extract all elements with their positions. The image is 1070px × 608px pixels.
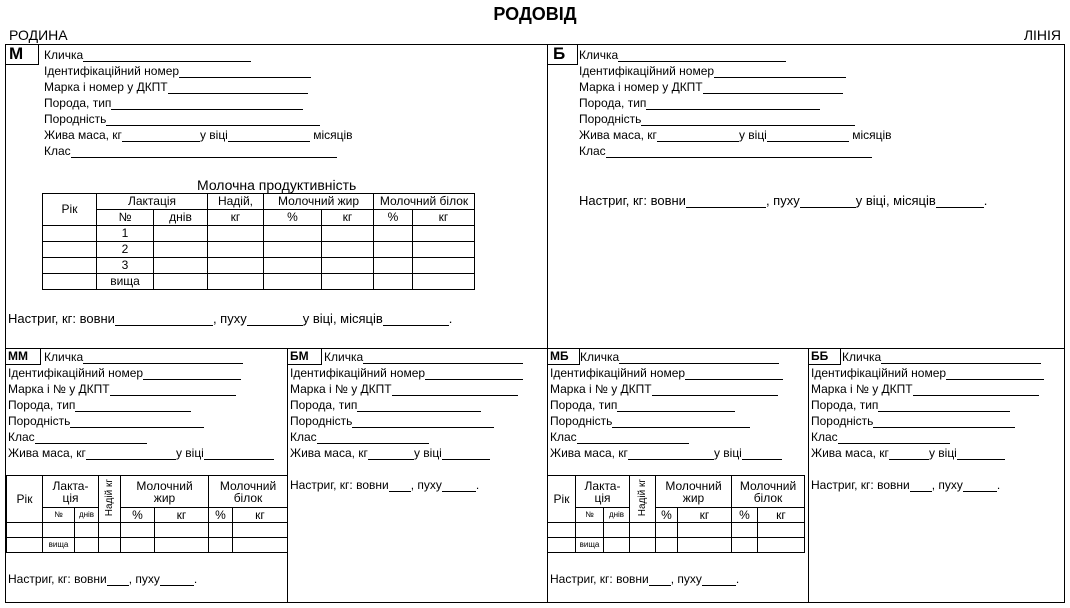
mm-shear-field[interactable]: Настриг, кг: вовни , пуху . bbox=[8, 572, 198, 586]
m-th-fat: Молочний жир bbox=[264, 194, 374, 210]
mb-mass-field[interactable]: Жива маса, кг у віці bbox=[550, 446, 782, 460]
table-row bbox=[7, 523, 288, 538]
family-label: РОДИНА bbox=[9, 27, 68, 43]
m-id-field[interactable]: Ідентифікаційний номер bbox=[44, 64, 311, 78]
bm-name-field[interactable]: Кличка bbox=[324, 350, 523, 364]
mm-milk-table: Рік Лакта- ція Надій кг Молочний жир Молочний білок № днів % кг % кг вища bbox=[6, 475, 288, 553]
section-label-bb: ББ bbox=[811, 349, 829, 363]
table-row: вища bbox=[7, 538, 288, 553]
b-mass-field[interactable]: Жива маса, кг у віці місяців bbox=[579, 128, 892, 142]
mb-class-field[interactable]: Клас bbox=[550, 430, 689, 444]
divider-right-small bbox=[808, 348, 809, 602]
b-class-field[interactable]: Клас bbox=[579, 144, 872, 158]
m-th-yield: Надій, bbox=[208, 194, 264, 210]
bm-breed-field[interactable]: Порода, тип bbox=[290, 398, 481, 412]
m-purity-field[interactable]: Породність bbox=[44, 112, 320, 126]
m-mark-field[interactable]: Марка і номер у ДКПТ bbox=[44, 80, 308, 94]
table-row bbox=[548, 523, 805, 538]
b-purity-field[interactable]: Породність bbox=[579, 112, 855, 126]
m-milk-table bbox=[42, 193, 475, 290]
mm-class-field[interactable]: Клас bbox=[8, 430, 147, 444]
table-row: 1 bbox=[43, 226, 475, 242]
section-label-b: Б bbox=[553, 44, 566, 63]
line-label: ЛІНІЯ bbox=[1023, 27, 1061, 43]
mb-breed-field[interactable]: Порода, тип bbox=[550, 398, 735, 412]
bm-mass-field[interactable]: Жива маса, кг у віці bbox=[290, 446, 490, 460]
mb-milk-table: Рік Лакта- ція Надій кг Молочний жир Молочний білок № днів % кг % кг вища bbox=[547, 475, 805, 553]
bb-purity-field[interactable]: Породність bbox=[811, 414, 1015, 428]
m-th-fat-kg: кг bbox=[322, 210, 374, 226]
m-breed-field[interactable]: Порода, тип bbox=[44, 96, 303, 110]
mb-purity-field[interactable]: Породність bbox=[550, 414, 750, 428]
section-label-m: М bbox=[9, 44, 24, 63]
bb-id-field[interactable]: Ідентифікаційний номер bbox=[811, 366, 1044, 380]
bm-purity-field[interactable]: Породність bbox=[290, 414, 494, 428]
m-mass-field[interactable]: Жива маса, кг у віці місяців bbox=[44, 128, 353, 142]
mm-breed-field[interactable]: Порода, тип bbox=[8, 398, 191, 412]
table-row: 2 bbox=[43, 242, 475, 258]
mm-id-field[interactable]: Ідентифікаційний номер bbox=[8, 366, 241, 380]
m-milk-heading: Молочна продуктивність bbox=[197, 177, 357, 193]
bb-class-field[interactable]: Клас bbox=[811, 430, 950, 444]
table-row: вища bbox=[548, 538, 805, 553]
bb-shear-field[interactable]: Настриг, кг: вовни , пуху . bbox=[811, 478, 1001, 492]
b-breed-field[interactable]: Порода, тип bbox=[579, 96, 820, 110]
bm-mark-field[interactable]: Марка і № у ДКПТ bbox=[290, 382, 518, 396]
mb-shear-field[interactable]: Настриг, кг: вовни , пуху . bbox=[550, 572, 740, 586]
bb-mass-field[interactable]: Жива маса, кг у віці bbox=[811, 446, 1005, 460]
page-title: РОДОВІД bbox=[493, 4, 577, 24]
bm-shear-field[interactable]: Настриг, кг: вовни , пуху . bbox=[290, 478, 480, 492]
bm-class-field[interactable]: Клас bbox=[290, 430, 429, 444]
section-label-mb: МБ bbox=[550, 349, 569, 363]
m-th-year: Рік bbox=[43, 194, 97, 226]
mb-name-field[interactable]: Кличка bbox=[580, 350, 779, 364]
table-row: 3 bbox=[43, 258, 475, 274]
mm-purity-field[interactable]: Породність bbox=[8, 414, 204, 428]
bb-breed-field[interactable]: Порода, тип bbox=[811, 398, 1010, 412]
pedigree-frame bbox=[5, 44, 1065, 603]
section-label-mm: ММ bbox=[8, 349, 28, 363]
m-th-fat-pct: % bbox=[264, 210, 322, 226]
m-th-prot-pct: % bbox=[374, 210, 413, 226]
mm-name-field[interactable]: Кличка bbox=[44, 350, 243, 364]
section-label-bm: БМ bbox=[290, 349, 309, 363]
mb-id-field[interactable]: Ідентифікаційний номер bbox=[550, 366, 783, 380]
m-th-num: № bbox=[97, 210, 154, 226]
m-th-days: днів bbox=[154, 210, 208, 226]
m-th-protein: Молочний білок bbox=[374, 194, 475, 210]
mm-mark-field[interactable]: Марка і № у ДКПТ bbox=[8, 382, 236, 396]
m-th-prot-kg: кг bbox=[413, 210, 475, 226]
m-name-field[interactable]: Кличка bbox=[44, 48, 251, 62]
divider-middle bbox=[6, 348, 1064, 349]
bm-id-field[interactable]: Ідентифікаційний номер bbox=[290, 366, 523, 380]
bb-name-field[interactable]: Кличка bbox=[842, 350, 1041, 364]
b-shear-field[interactable]: Настриг, кг: вовни , пуху у віці, місяців . bbox=[579, 193, 988, 208]
b-name-field[interactable]: Кличка bbox=[579, 48, 786, 62]
b-mark-field[interactable]: Марка і номер у ДКПТ bbox=[579, 80, 843, 94]
table-row: вища bbox=[43, 274, 475, 290]
bb-mark-field[interactable]: Марка і № у ДКПТ bbox=[811, 382, 1039, 396]
m-class-field[interactable]: Клас bbox=[44, 144, 337, 158]
m-th-lactation: Лактація bbox=[97, 194, 208, 210]
b-id-field[interactable]: Ідентифікаційний номер bbox=[579, 64, 846, 78]
m-shear-field[interactable]: Настриг, кг: вовни , пуху у віці, місяців . bbox=[8, 311, 453, 326]
mm-mass-field[interactable]: Жива маса, кг у віці bbox=[8, 446, 274, 460]
mb-mark-field[interactable]: Марка і № у ДКПТ bbox=[550, 382, 778, 396]
m-th-yield-kg: кг bbox=[208, 210, 264, 226]
